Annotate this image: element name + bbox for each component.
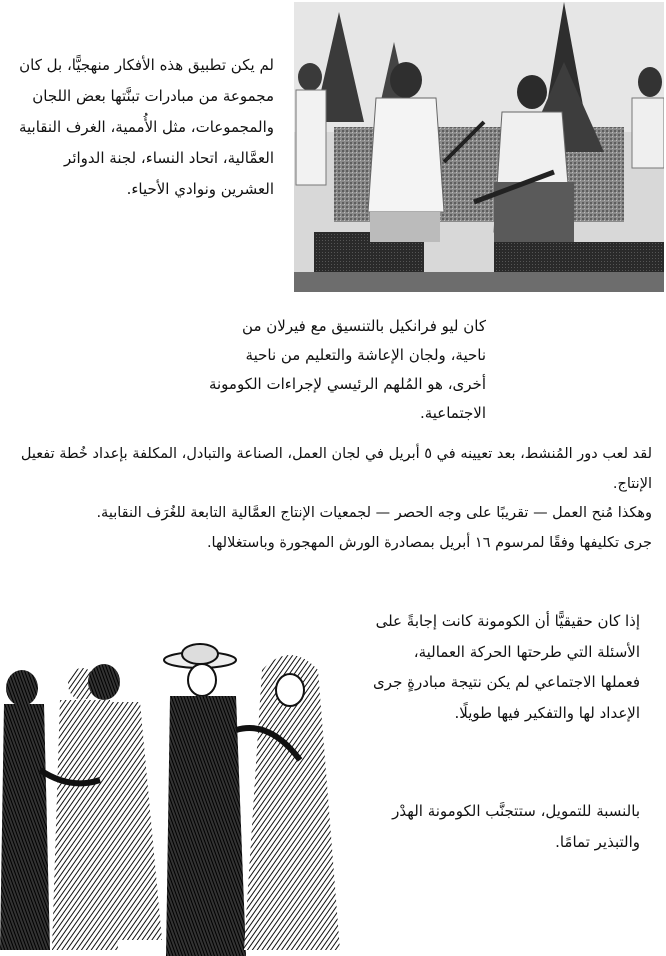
workers-photo [294, 2, 664, 292]
paragraph-commune-answer: إذا كان حقيقيًّا أن الكومونة كانت إجابةً على الأسئلة التي طرحتها الحركة العمالية، فعملها الاجتماعي لم يكن نتيجة مبادرةٍ جرى الإعداد لها والتفكير فيها طويلًا. [373, 612, 640, 722]
paragraph-committees: لم يكن تطبيق هذه الأفكار منهجيًّا، بل كان مجموعة من مبادرات تبنَّتها بعض اللجان والمجموعات، مثل الأُممية، الغرف النقابية العمَّالية، اتحاد النساء، لجنة الدوائر العشرين ونوادي الأحياء. [18, 56, 274, 198]
paragraph-leo-frankel: كان ليو فرانكيل بالتنسيق مع فيرلان من ناحية، ولجان الإعاشة والتعليم من ناحية أخرى، هو المُلهم الرئيسي لإجراءات الكومونة الاجتماعية. [208, 317, 486, 422]
workers-photo-drawing [294, 2, 664, 292]
paragraph-line-appointment: لقد لعب دور المُنشط، بعد تعيينه في ٥ أبريل في لجان العمل، الصناعة والتبادل، المكلفة بإعداد خُطة تفعيل الإنتاج. [20, 446, 652, 492]
women-engraving-drawing [0, 640, 356, 956]
paragraph-line-decree: جرى تكليفها وفقًا لمرسوم ١٦ أبريل بمصادرة الورش المهجورة وباستغلالها. [206, 534, 652, 551]
paragraph-finance: بالنسبة للتمويل، ستتجنَّب الكومونة الهدْر والتبذير تمامًا. [392, 802, 640, 851]
paragraph-line-associations: وهكذا مُنح العمل — تقريبًا على وجه الحصر — لجمعيات الإنتاج العمَّالية التابعة للغُرَف النقابية. [96, 505, 652, 521]
paragraph-labor-committees [10, 440, 652, 558]
women-engraving [0, 640, 356, 956]
